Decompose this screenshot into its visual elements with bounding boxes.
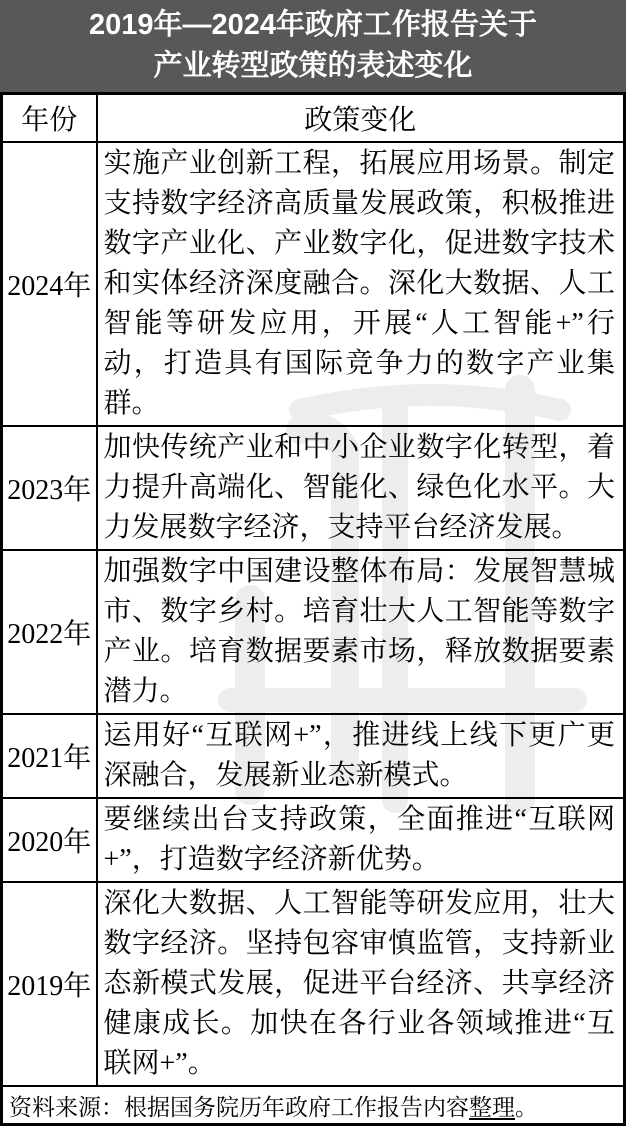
policy-cell: 运用好“互联网+”，推进线上线下更广更深融合，发展新业态新模式。: [97, 714, 625, 798]
policy-cell: 加快传统产业和中小企业数字化转型，着力提升高端化、智能化、绿色化水平。大力发展数字经济，支持平台经济发展。: [97, 426, 625, 550]
table-row-2023: [2, 426, 625, 550]
source-text-underlined: 整理: [469, 1094, 515, 1120]
policy-cell: 加强数字中国建设整体布局：发展智慧城市、数字乡村。培育壮大人工智能等数字产业。培育数据要素市场，释放数据要素潜力。: [97, 550, 625, 714]
table-row-2022: [2, 550, 625, 714]
policy-table: [0, 92, 626, 1126]
title-line-2: 产业转型政策的表述变化: [153, 50, 473, 82]
source-text-suffix: 。: [515, 1094, 538, 1120]
title-line-1: 2019年—2024年政府工作报告关于: [88, 9, 538, 41]
policy-column-header: 政策变化: [97, 94, 625, 143]
policy-cell: 深化大数据、人工智能等研发应用，壮大数字经济。坚持包容审慎监管，支持新业态新模式发展，促进平台经济、共享经济健康成长。加快在各行业各领域推进“互联网+”。: [97, 882, 625, 1086]
year-cell: 2020年: [2, 798, 97, 882]
header-row: [2, 94, 625, 143]
year-column-header: 年份: [2, 94, 97, 143]
table-row-2024: [2, 142, 625, 426]
table-row-2021: [2, 714, 625, 798]
title-banner: [0, 0, 626, 92]
source-row: [2, 1086, 625, 1125]
year-cell: 2022年: [2, 550, 97, 714]
year-cell: 2023年: [2, 426, 97, 550]
year-cell: 2024年: [2, 142, 97, 426]
year-cell: 2019年: [2, 882, 97, 1086]
policy-cell: 要继续出台支持政策，全面推进“互联网+”，打造数字经济新优势。: [97, 798, 625, 882]
source-note: [2, 1086, 625, 1125]
source-text-prefix: 资料来源：根据国务院历年政府工作报告内容: [9, 1094, 469, 1120]
year-cell: 2021年: [2, 714, 97, 798]
table-row-2019: [2, 882, 625, 1086]
table-row-2020: [2, 798, 625, 882]
policy-cell: 实施产业创新工程，拓展应用场景。制定支持数字经济高质量发展政策，积极推进数字产业化、产业数字化，促进数字技术和实体经济深度融合。深化大数据、人工智能等研发应用，开展“人工智能+”行动，打造具有国际竞争力的数字产业集群。: [97, 142, 625, 426]
